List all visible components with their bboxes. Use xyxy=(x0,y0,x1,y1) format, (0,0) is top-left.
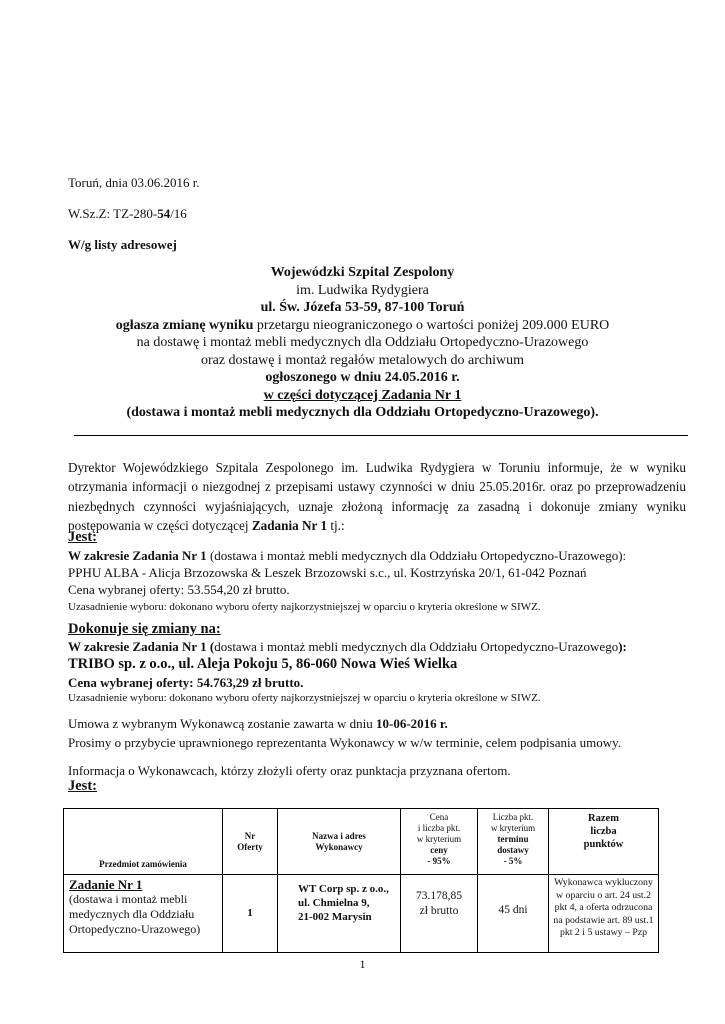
current-justification: Uzasadnienie wyboru: dokonano wyboru oferty najkorzystniejszej w oparciu o kryteria określone w SIWZ. xyxy=(68,601,541,613)
shelves-line: oraz dostawę i montaż regałów metalowych do archiwum xyxy=(200,352,525,368)
page-number: 1 xyxy=(359,957,366,971)
intro-paragraph xyxy=(68,458,686,535)
change-section xyxy=(68,638,627,704)
announcement-line xyxy=(40,317,685,335)
intro-task: Zadania Nr 1 xyxy=(251,517,328,533)
place-date: Toruń, dnia 03.06.2016 r. xyxy=(68,175,200,190)
scope-line: w części dotyczącej Zadania Nr 1 xyxy=(263,387,462,403)
cell-contractor: WT Corp sp. z o.o., ul. Chmielna 9, 21-002 Marysin xyxy=(278,875,401,953)
hospital-patron: im. Ludwika Rydygiera xyxy=(296,282,429,298)
offers-heading: Jest: xyxy=(68,778,97,794)
intro-tail: tj.: xyxy=(327,517,345,533)
header-price: Cena i liczba pkt. w kryterium ceny - 95% xyxy=(401,809,478,875)
hospital-address: ul. Św. Józefa 53-59, 87-100 Toruń xyxy=(260,300,465,315)
current-price: Cena wybranej oferty: 53.554,20 zł brutto. xyxy=(68,582,290,597)
supply-line: na dostawę i montaż mebli medycznych dla Oddziału Ortopedyczno-Urazowego xyxy=(136,335,589,350)
header-contractor: Nazwa i adres Wykonawcy xyxy=(278,809,401,875)
reference-number xyxy=(68,206,187,222)
cell-term: 45 dni xyxy=(478,875,549,953)
reference-bold: 54 xyxy=(157,206,171,221)
announcement-rest: przetargu nieograniczonego o wartości poniżej 209.000 EURO xyxy=(253,317,610,333)
address-list-note: W/g listy adresowej xyxy=(68,237,177,252)
intro-text: Dyrektor Wojewódzkiego Szpitala Zespolonego im. Ludwika Rydygiera w Toruniu informuje, że w wyniku otrzymania informacji o niezgodnej z przepisami ustawy czynności w dniu 25.05.2016r. oraz po przeprowadzeniu niezbędnych czynności wyjaśniających, uznaje złożoną informację za zasadną i dokonuje zmiany wyniku postępowania w części dotyczącej xyxy=(68,460,686,533)
change-contractor: TRIBO sp. z o.o., ul. Aleja Pokoju 5, 86-060 Nowa Wieś Wielka xyxy=(68,656,458,672)
change-justification: Uzasadnienie wyboru: dokonano wyboru oferty najkorzystniejszej w oparciu o kryteria określone w SIWZ. xyxy=(68,692,541,704)
current-section xyxy=(68,547,626,616)
current-heading: Jest: xyxy=(68,529,97,545)
header-total: Razem liczba punktów xyxy=(549,809,659,875)
task-description: (dostawa i montaż mebli medycznych dla Oddziału Ortopedyczno-Urazowego). xyxy=(126,405,599,420)
cell-task: Zadanie Nr 1 (dostawa i montaż mebli medycznych dla Oddziału Ortopedyczno-Urazowego) xyxy=(64,875,223,953)
header-subject: Przedmiot zamówienia xyxy=(64,809,223,875)
contract-representative-line: Prosimy o przybycie uprawnionego reprezentanta Wykonawcy w w/w terminie, celem podpisania umowy. xyxy=(68,735,622,750)
announcement-bold: ogłasza zmianę wyniku xyxy=(115,317,254,333)
current-contractor: PPHU ALBA - Alicja Brzozowska & Leszek Brzozowski s.c., ul. Kostrzyńska 20/1, 61-042 Poznań xyxy=(68,565,587,580)
cell-total: Wykonawca wykluczony w oparciu o art. 24 ust.2 pkt 4, a oferta odrzucona na podstawie art. 89 ust.1 pkt 2 i 5 ustawy – Pzp xyxy=(549,875,659,953)
title-block xyxy=(40,264,685,422)
hospital-name: Wojewódzki Szpital Zespolony xyxy=(270,265,455,280)
change-heading: Dokonuje się zmiany na: xyxy=(68,621,221,637)
contract-section xyxy=(68,714,621,752)
task-title: Zadanie Nr 1 xyxy=(69,877,143,892)
change-price: Cena wybranej oferty: 54.763,29 zł brutto. xyxy=(68,675,304,690)
separator-line xyxy=(74,435,688,436)
cell-offer-no: 1 xyxy=(223,875,278,953)
offers-table xyxy=(63,808,659,953)
reference-suffix: /16 xyxy=(170,206,187,221)
header-offer-no: Nr Oferty xyxy=(223,809,278,875)
offers-info: Informacja o Wykonawcach, którzy złożyli oferty oraz punktacja przyznana ofertom. xyxy=(68,763,511,778)
reference-prefix: W.Sz.Z: TZ-280- xyxy=(68,206,158,221)
change-scope: W zakresie Zadania Nr 1 (dostawa i montaż mebli medycznych dla Oddziału Ortopedyczno-Urazowego): xyxy=(68,639,627,654)
table-header-row xyxy=(64,809,659,875)
header-delivery-term: Liczba pkt. w kryterium terminu dostawy - 5% xyxy=(478,809,549,875)
contract-date-line: Umowa z wybranym Wykonawcą zostanie zawarta w dniu 10-06-2016 r. xyxy=(68,716,448,731)
current-scope: W zakresie Zadania Nr 1 (dostawa i montaż mebli medycznych dla Oddziału Ortopedyczno-Urazowego): xyxy=(68,548,627,563)
table-row xyxy=(64,875,659,953)
published-date: ogłoszonego w dniu 24.05.2016 r. xyxy=(265,370,460,385)
cell-price: 73.178,85 zł brutto xyxy=(401,875,478,953)
